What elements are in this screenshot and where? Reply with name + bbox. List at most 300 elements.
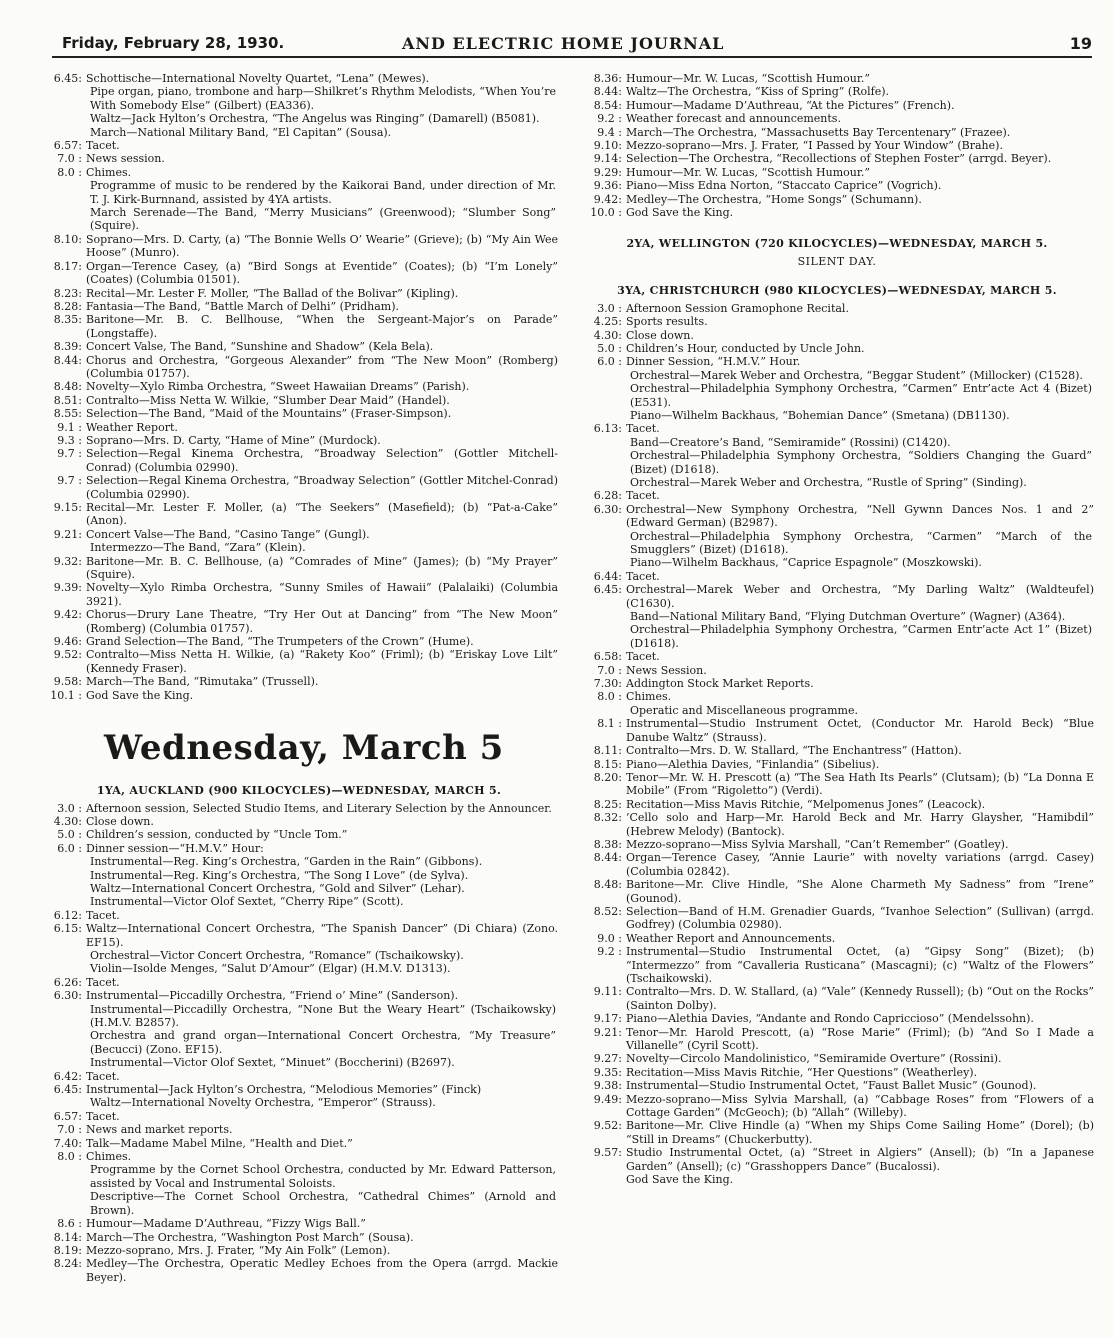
programme-time: 8.17:	[53, 259, 82, 273]
programme-item	[580, 758, 1094, 771]
programme-time: 8.0 :	[57, 165, 82, 179]
programme-text: Mezzo-soprano—Miss Sylvia Marshall, (a) “Cabbage Roses” from “Flowers of a Cottage Garden” (McGeoch); (b) “Allah” (Willeby).	[626, 1092, 1094, 1120]
programme-text: March—The Orchestra, “Washington Post March” (Sousa).	[86, 1230, 414, 1244]
programme-item	[40, 635, 558, 648]
programme-text: Tacet.	[626, 650, 660, 664]
programme-time: 8.51:	[53, 393, 82, 407]
programme-text: March—The Band, “Rimutaka” (Trussell).	[86, 675, 319, 689]
programme-sub-item: Waltz—Jack Hylton’s Orchestra, “The Angelus was Ringing” (Damarell) (B5081).	[90, 112, 540, 126]
programme-text: God Save the King.	[626, 1173, 734, 1187]
programme-1ya-continued	[580, 72, 1094, 219]
programme-sub-item: Orchestral—Philadelphia Symphony Orchestra, “Carmen Entr’acte Act 1” (Bizet) (D1618).	[630, 623, 1092, 650]
programme-item	[40, 976, 558, 989]
programme-time: 8.44:	[593, 851, 622, 865]
programme-time: 9.17:	[593, 1012, 622, 1026]
programme-item	[40, 340, 558, 353]
programme-text: God Save the King.	[626, 206, 734, 220]
programme-item	[40, 842, 558, 855]
programme-text: Afternoon session, Selected Studio Items, and Literary Selection by the Announcer.	[86, 801, 552, 815]
programme-text: Recitation—Miss Mavis Ritchie, “Her Questions” (Weatherley).	[626, 1065, 978, 1079]
programme-text: Close down.	[86, 814, 154, 828]
programme-time: 9.39:	[53, 581, 82, 595]
programme-time: 6.42:	[53, 1069, 82, 1083]
header-date: Friday, February 28, 1930.	[62, 34, 285, 52]
programme-text: Waltz—The Orchestra, “Kiss of Spring” (Rolfe).	[626, 85, 889, 99]
header-journal-title: AND ELECTRIC HOME JOURNAL	[402, 34, 725, 53]
programme-sub-item: Operatic and Miscellaneous programme.	[630, 703, 858, 717]
programme-time: 4.30:	[53, 814, 82, 828]
programme-text: Recital—Mr. Lester F. Moller, (a) “The Seekers” (Masefield); (b) “Pat-a-Cake” (Anon).	[86, 501, 558, 528]
programme-time: 3.0 :	[57, 801, 82, 815]
programme-time: 9.11:	[593, 985, 622, 999]
programme-item	[40, 1217, 558, 1230]
programme-text: Organ—Terence Casey, (a) “Bird Songs at Eventide” (Coates); (b) “I’m Lonely” (Coates) (Columbia 01501).	[86, 259, 558, 287]
programme-3ya	[580, 302, 1094, 1187]
programme-sub-item: Orchestra and grand organ—International Concert Orchestra, “My Treasure” (Becucci) (Zono. EF15).	[90, 1029, 556, 1056]
programme-text: Instrumental—Studio Instrumental Octet, (a) “Gipsy Song” (Bizet); (b) “Intermezzo” from “Cavalleria Rusticana” (Mascagni); (c) “Waltz of the Flowers” (Tschaikowski).	[626, 945, 1094, 985]
programme-item	[580, 152, 1094, 165]
programme-time: 9.32:	[53, 554, 82, 568]
programme-item	[580, 422, 1094, 435]
programme-time: 6.58:	[593, 650, 622, 664]
programme-time: 8.20:	[593, 770, 622, 784]
programme-text: Waltz—International Concert Orchestra, “The Spanish Dancer” (Di Chiara) (Zono. EF15).	[86, 922, 558, 949]
programme-time: 8.44:	[53, 353, 82, 367]
programme-time: 9.49:	[593, 1092, 622, 1106]
programme-item	[40, 260, 558, 287]
programme-time: 8.11:	[593, 744, 622, 758]
programme-time: 4.30:	[593, 328, 622, 342]
programme-item	[580, 1173, 1094, 1186]
programme-item	[580, 1052, 1094, 1065]
programme-text: News session.	[86, 152, 165, 166]
programme-text: Novelty—Circolo Mandolinistico, “Semiramide Overture” (Rossini).	[626, 1052, 1002, 1066]
programme-time: 8.36:	[593, 72, 622, 85]
programme-time: 9.57:	[593, 1146, 622, 1160]
programme-time: 9.2 :	[597, 945, 622, 959]
programme-item	[580, 139, 1094, 152]
programme-text: Fantasia—The Band, “Battle March of Delhi” (Pridham).	[86, 299, 400, 313]
silent-day-note: SILENT DAY.	[797, 254, 877, 268]
programme-text: News and market reports.	[86, 1123, 233, 1137]
programme-time: 9.15:	[53, 501, 82, 514]
programme-sub-item: Orchestral—Victor Concert Orchestra, “Romance” (Tschaikowsky).	[90, 948, 464, 962]
programme-text: Tacet.	[86, 975, 120, 989]
programme-sub-item: March Serenade—The Band, “Merry Musicians” (Greenwood); “Slumber Song” (Squire).	[90, 206, 556, 233]
programme-item	[40, 581, 558, 608]
programme-text: Mezzo-soprano—Mrs. J. Frater, “I Passed by Your Window” (Brahe).	[626, 139, 1003, 153]
programme-item	[40, 1150, 558, 1163]
programme-item	[40, 380, 558, 393]
programme-time: 8.28:	[53, 299, 82, 313]
programme-time: 8.32:	[593, 811, 622, 825]
programme-sub-item: Waltz—International Novelty Orchestra, “Emperor” (Strauss).	[90, 1096, 436, 1110]
programme-time: 6.44:	[593, 569, 622, 583]
programme-text: Children’s Hour, conducted by Uncle John.	[626, 341, 865, 355]
programme-time: 9.0 :	[597, 931, 622, 945]
programme-item	[580, 1146, 1094, 1173]
programme-sub-item: Violin—Isolde Menges, “Salut D’Amour” (Elgar) (H.M.V. D1313).	[90, 962, 451, 976]
programme-time: 8.44:	[593, 85, 622, 99]
programme-time: 8.48:	[53, 380, 82, 394]
programme-time: 9.21:	[53, 527, 82, 541]
programme-text: Chimes.	[86, 1150, 132, 1164]
programme-time	[580, 1173, 626, 1186]
programme-time: 9.7 :	[57, 474, 82, 488]
programme-text: Humour—Madame D’Authreau, “Fizzy Wigs Ball.”	[86, 1217, 366, 1231]
programme-time: 7.0 :	[597, 663, 622, 677]
programme-text: Orchestral—Marek Weber and Orchestra, “My Darling Waltz” (Waldteufel) (C1630).	[626, 583, 1094, 610]
programme-item	[580, 905, 1094, 932]
programme-sub-item: March—National Military Band, “El Capitan” (Sousa).	[90, 125, 392, 139]
programme-text: Weather Report.	[86, 420, 178, 434]
station-heading-1ya: 1YA, AUCKLAND (900 KILOCYCLES)—WEDNESDAY, MARCH 5.	[96, 784, 502, 798]
programme-sub-item: Instrumental—Victor Olof Sextet, “Cherry Ripe” (Scott).	[90, 895, 404, 909]
programme-text: Humour—Madame D’Authreau, “At the Pictures” (French).	[626, 98, 955, 112]
programme-item	[580, 744, 1094, 757]
programme-text: Instrumental—Studio Instrumental Octet, “Faust Ballet Music” (Gounod).	[626, 1079, 1037, 1093]
programme-item	[580, 179, 1094, 192]
programme-text: Medley—The Orchestra, “Home Songs” (Schumann).	[626, 192, 922, 206]
programme-time: 8.0 :	[597, 690, 622, 704]
programme-text: Mezzo-soprano—Miss Sylvia Marshall, “Can’t Remember” (Goatley).	[626, 837, 1009, 851]
programme-item	[40, 501, 558, 528]
programme-time: 8.52:	[593, 904, 622, 918]
programme-time: 6.30:	[593, 502, 622, 516]
programme-item	[40, 407, 558, 420]
programme-time: 8.54:	[593, 98, 622, 112]
programme-text: Baritone—Mr. Clive Hindle (a) “When my Ships Come Sailing Home” (Dorel); (b) “Still in Dreams” (Chuckerbutty).	[626, 1119, 1094, 1146]
programme-text: Tacet.	[626, 422, 660, 436]
left-column	[40, 72, 558, 1284]
programme-item	[580, 1093, 1094, 1120]
programme-sub-item: Instrumental—Piccadilly Orchestra, “None But the Weary Heart” (Tschaikowsky) (H.M.V. B2857).	[90, 1002, 556, 1029]
programme-time: 7.30:	[593, 677, 622, 691]
programme-item	[40, 152, 558, 165]
programme-time: 8.19:	[53, 1243, 82, 1257]
programme-text: Selection—The Orchestra, “Recollections of Stephen Foster” (arrgd. Beyer).	[626, 152, 1052, 166]
programme-item	[40, 1137, 558, 1150]
programme-sub-item: Piano—Wilhelm Backhaus, “Bohemian Dance” (Smetana) (DB1130).	[630, 408, 1010, 422]
programme-time: 8.0 :	[57, 1150, 82, 1164]
programme-text: Children’s session, conducted by “Uncle Tom.”	[86, 828, 348, 842]
programme-text: Studio Instrumental Octet, (a) “Street in Algiers” (Ansell); (b) “In a Japanese Garden” (Ansell); (c) “Grasshoppers Dance” (Bucalossi).	[626, 1146, 1094, 1173]
programme-item	[580, 945, 1094, 985]
programme-item	[40, 354, 558, 381]
programme-text: Tacet.	[626, 569, 660, 583]
programme-item	[40, 528, 558, 541]
programme-item	[40, 1083, 558, 1096]
programme-time: 9.14:	[593, 152, 622, 166]
programme-text: Tenor—Mr. Harold Prescott, (a) “Rose Marie” (Friml); (b) “And So I Made a Villanelle” (Cyril Scott).	[626, 1025, 1094, 1053]
programme-item	[580, 329, 1094, 342]
programme-time: 9.7 :	[57, 447, 82, 461]
programme-item	[40, 689, 558, 702]
programme-text: Contralto—Mrs. D. W. Stallard, (a) “Vale” (Kennedy Russell); (b) “Out on the Rocks” (Sainton Dolby).	[626, 985, 1094, 1012]
programme-text: Chimes.	[86, 165, 132, 179]
programme-item	[580, 503, 1094, 530]
programme-time: 5.0 :	[597, 341, 622, 355]
programme-sub-item: Orchestral—Philadelphia Symphony Orchestra, “Soldiers Changing the Guard” (Bizet) (D1618).	[630, 449, 1092, 476]
programme-time: 3.0 :	[597, 301, 622, 315]
programme-item	[40, 1244, 558, 1257]
programme-time: 6.45:	[593, 583, 622, 597]
programme-item	[40, 139, 558, 152]
programme-time: 9.2 :	[597, 112, 622, 126]
programme-time: 6.12:	[53, 908, 82, 922]
programme-text: God Save the King.	[86, 688, 194, 702]
programme-text: Novelty—Xylo Rimba Orchestra, “Sunny Smiles of Hawaii” (Palalaiki) (Columbia 3921).	[86, 581, 558, 608]
programme-sub-item: Waltz—International Concert Orchestra, “Gold and Silver” (Lehar).	[90, 881, 465, 895]
programme-item	[40, 313, 558, 340]
programme-item	[580, 489, 1094, 502]
programme-item	[580, 315, 1094, 328]
programme-item	[580, 583, 1094, 610]
programme-item	[580, 798, 1094, 811]
programme-time: 6.0 :	[57, 841, 82, 855]
programme-item	[40, 287, 558, 300]
programme-text: Soprano—Mrs. D. Carty, “Hame of Mine” (Murdock).	[86, 433, 381, 447]
programme-text: Grand Selection—The Band, “The Trumpeters of the Crown” (Hume).	[86, 635, 474, 649]
programme-item	[580, 851, 1094, 878]
programme-text: Piano—Alethia Davies, “Andante and Rondo Capriccioso” (Mendelssohn).	[626, 1012, 1034, 1026]
programme-item	[580, 985, 1094, 1012]
programme-item	[40, 909, 558, 922]
programme-item	[580, 932, 1094, 945]
programme-time: 9.1 :	[57, 420, 82, 434]
programme-item	[40, 989, 558, 1002]
programme-4ya-continued	[40, 72, 558, 702]
programme-text: Contralto—Mrs. D. W. Stallard, “The Enchantress” (Hatton).	[626, 744, 962, 758]
programme-time: 8.55:	[53, 407, 82, 421]
programme-item	[580, 878, 1094, 905]
programme-sub-item: Instrumental—Victor Olof Sextet, “Minuet” (Boccherini) (B2697).	[90, 1056, 455, 1070]
programme-time: 8.23:	[53, 286, 82, 300]
programme-time: 8.15:	[593, 757, 622, 771]
programme-item	[40, 1257, 558, 1284]
programme-text: Tacet.	[86, 908, 120, 922]
programme-sub-item: Instrumental—Reg. King’s Orchestra, “The Song I Love” (de Sylva).	[90, 868, 469, 882]
programme-time: 6.45:	[53, 1083, 82, 1097]
programme-item	[580, 650, 1094, 663]
programme-item	[580, 206, 1094, 219]
programme-item	[580, 112, 1094, 125]
programme-time: 9.35:	[593, 1065, 622, 1079]
programme-item	[40, 608, 558, 635]
programme-text: Afternoon Session Gramophone Recital.	[626, 301, 849, 315]
programme-item	[40, 815, 558, 828]
programme-time: 8.14:	[53, 1230, 82, 1244]
programme-text: Chorus and Orchestra, “Gorgeous Alexander” from “The New Moon” (Romberg) (Columbia 01757).	[86, 353, 558, 380]
programme-time: 8.35:	[53, 313, 82, 327]
programme-sub-item: Piano—Wilhelm Backhaus, “Caprice Espagnole” (Moszkowski).	[630, 556, 982, 570]
programme-sub-item: Orchestral—Philadelphia Symphony Orchestra, “Carmen” “March of the Smugglers” (Bizet) (D1618).	[630, 529, 1092, 556]
programme-item	[40, 922, 558, 949]
programme-text: Baritone—Mr. Clive Hindle, “She Alone Charmeth My Sadness” from “Irene” (Gounod).	[626, 878, 1094, 905]
programme-item	[40, 1070, 558, 1083]
programme-time: 8.38:	[593, 837, 622, 851]
programme-text: Piano—Miss Edna Norton, “Staccato Caprice” (Vogrich).	[626, 179, 942, 193]
programme-time: 7.0 :	[57, 152, 82, 166]
page-header	[52, 34, 1092, 58]
programme-time: 6.57:	[53, 139, 82, 153]
programme-text: Recital—Mr. Lester F. Moller, “The Ballad of the Bolivar” (Kipling).	[86, 286, 459, 300]
programme-time: 6.15:	[53, 922, 82, 936]
programme-time: 10.1 :	[50, 688, 82, 702]
programme-item	[580, 570, 1094, 583]
programme-time: 9.42:	[53, 608, 82, 622]
programme-text: Organ—Terence Casey, “Annie Laurie” with novelty variations (arrgd. Casey) (Columbia 02842).	[626, 851, 1094, 878]
programme-text: News Session.	[626, 663, 707, 677]
programme-item	[40, 233, 558, 260]
programme-text: Selection—Band of H.M. Grenadier Guards, “Ivanhoe Selection” (Sullivan) (arrgd. Godfrey) (Columbia 02980).	[626, 904, 1094, 932]
programme-item	[580, 1066, 1094, 1079]
programme-time: 8.6 :	[57, 1217, 82, 1231]
programme-text: Dinner Session, “H.M.V.” Hour.	[626, 355, 801, 369]
programme-time: 8.39:	[53, 340, 82, 354]
programme-text: Tacet.	[86, 139, 120, 153]
programme-time: 9.10:	[593, 139, 622, 153]
programme-text: Weather forecast and announcements.	[626, 112, 841, 126]
programme-time: 9.38:	[593, 1079, 622, 1093]
programme-text: Chorus—Drury Lane Theatre, “Try Her Out at Dancing” from “The New Moon” (Romberg) (Columbia 01757).	[86, 608, 558, 635]
programme-text: Mezzo-soprano, Mrs. J. Frater, “My Ain Folk” (Lemon).	[86, 1243, 391, 1257]
programme-item	[40, 434, 558, 447]
programme-item	[580, 1012, 1094, 1025]
programme-text: Novelty—Xylo Rimba Orchestra, “Sweet Hawaiian Dreams” (Parish).	[86, 380, 470, 394]
programme-item	[580, 72, 1094, 85]
programme-time: 10.0 :	[590, 206, 622, 220]
programme-text: Baritone—Mr. B. C. Bellhouse, “When the Sergeant-Major’s on Parade” (Longstaffe).	[86, 313, 558, 340]
programme-time: 6.30:	[53, 989, 82, 1003]
programme-text: Baritone—Mr. B. C. Bellhouse, (a) “Comrades of Mine” (James); (b) “My Prayer” (Squire).	[86, 554, 558, 582]
programme-item	[40, 447, 558, 474]
programme-sub-item: Programme of music to be rendered by the Kaikorai Band, under direction of Mr. T. J. Kirk-Burnnand, assisted by 4YA artists.	[90, 179, 556, 206]
programme-sub-item: Intermezzo—The Band, “Zara” (Klein).	[90, 541, 306, 555]
programme-text: Chimes.	[626, 690, 672, 704]
header-page-number: 19	[1069, 34, 1092, 53]
programme-item	[40, 394, 558, 407]
programme-item	[40, 1110, 558, 1123]
programme-item	[40, 421, 558, 434]
programme-text: Piano—Alethia Davies, “Finlandia” (Sibelius).	[626, 757, 880, 771]
programme-item	[580, 193, 1094, 206]
programme-time: 8.1 :	[597, 717, 622, 731]
programme-item	[580, 717, 1094, 744]
programme-sub-item: Orchestral—Philadelphia Symphony Orchestra, “Carmen” Entr’acte Act 4 (Bizet) (E531).	[630, 382, 1092, 409]
programme-time: 7.40:	[53, 1136, 82, 1150]
programme-time: 9.29:	[593, 165, 622, 179]
programme-text: Tacet.	[86, 1109, 120, 1123]
programme-sub-item: Band—Creatore’s Band, “Semiramide” (Rossini) (C1420).	[630, 435, 951, 449]
programme-text: Concert Valse, The Band, “Sunshine and Shadow” (Kela Bela).	[86, 340, 434, 354]
programme-text: Tacet.	[626, 489, 660, 503]
programme-sub-item: Programme by the Cornet School Orchestra, conducted by Mr. Edward Patterson, assisted by Vocal and Instrumental Soloists.	[90, 1163, 556, 1190]
programme-item	[580, 342, 1094, 355]
programme-text: Instrumental—Studio Instrument Octet, (Conductor Mr. Harold Beck) “Blue Danube Waltz” (Strauss).	[626, 717, 1094, 744]
programme-time: 6.0 :	[597, 355, 622, 369]
programme-text: ’Cello solo and Harp—Mr. Harold Beck and Mr. Harry Glaysher, “Hamibdil” (Hebrew Melody) (Bantock).	[626, 811, 1094, 838]
programme-item	[40, 828, 558, 841]
programme-time: 9.58:	[53, 675, 82, 689]
programme-text: Contralto—Miss Netta W. Wilkie, “Slumber Dear Maid” (Handel).	[86, 393, 450, 407]
programme-time: 9.4 :	[597, 125, 622, 139]
programme-time: 8.10:	[53, 232, 82, 246]
programme-sub-item: Orchestral—Marek Weber and Orchestra, “Rustle of Spring” (Sinding).	[630, 475, 1027, 489]
programme-item	[580, 1079, 1094, 1092]
programme-text: Orchestral—New Symphony Orchestra, “Nell Gywnn Dances Nos. 1 and 2” (Edward German) (B2987).	[626, 502, 1094, 530]
programme-item	[40, 1123, 558, 1136]
programme-item	[40, 802, 558, 815]
programme-item	[40, 166, 558, 179]
day-heading: Wednesday, March 5	[104, 728, 504, 769]
programme-text: Contralto—Miss Netta H. Wilkie, (a) “Rakety Koo” (Friml); (b) “Eriskay Love Lilt” (Kennedy Fraser).	[86, 648, 558, 675]
programme-time: 7.0 :	[57, 1123, 82, 1137]
programme-item	[40, 675, 558, 688]
programme-item	[580, 355, 1094, 368]
right-column	[580, 72, 1094, 1187]
programme-item	[580, 1026, 1094, 1053]
programme-sub-item: Band—National Military Band, “Flying Dutchman Overture” (Wagner) (A364).	[630, 610, 1066, 624]
programme-text: Humour—Mr. W. Lucas, “Scottish Humour.”	[626, 72, 871, 85]
programme-time: 6.28:	[593, 489, 622, 503]
programme-text: Weather Report and Announcements.	[626, 931, 836, 945]
programme-text: Addington Stock Market Reports.	[626, 677, 814, 691]
programme-text: Medley—The Orchestra, Operatic Medley Echoes from the Opera (arrgd. Mackie Beyer).	[86, 1257, 558, 1284]
programme-time: 9.3 :	[57, 433, 82, 447]
programme-item	[580, 1119, 1094, 1146]
programme-time: 4.25:	[593, 315, 622, 329]
programme-item	[40, 555, 558, 582]
programme-time: 9.36:	[593, 179, 622, 193]
programme-time: 8.48:	[593, 878, 622, 892]
programme-text: Tacet.	[86, 1069, 120, 1083]
programme-item	[40, 72, 558, 85]
programme-time: 9.46:	[53, 635, 82, 649]
programme-time: 9.21:	[593, 1025, 622, 1039]
programme-item	[580, 771, 1094, 798]
programme-1ya	[40, 802, 558, 1285]
programme-text: Tenor—Mr. W. H. Prescott (a) “The Sea Hath Its Pearls” (Clutsam); (b) “La Donna E Mobile” (From “Rigoletto”) (Verdi).	[626, 770, 1094, 798]
programme-item	[40, 648, 558, 675]
programme-item	[580, 85, 1094, 98]
programme-text: March—The Orchestra, “Massachusetts Bay Tercentenary” (Frazee).	[626, 125, 1011, 139]
programme-item	[580, 690, 1094, 703]
programme-text: Recitation—Miss Mavis Ritchie, “Melpomenus Jones” (Leacock).	[626, 797, 986, 811]
programme-text: Schottische—International Novelty Quartet, “Lena” (Mewes).	[86, 72, 430, 85]
programme-text: Selection—Regal Kinema Orchestra, “Broadway Selection” (Gottler Mitchel-Conrad) (Columbia 02990).	[86, 474, 558, 501]
programme-item	[580, 664, 1094, 677]
programme-item	[40, 300, 558, 313]
programme-text: Concert Valse—The Band, “Casino Tange” (Gungl).	[86, 527, 370, 541]
programme-text: Selection—The Band, “Maid of the Mountains” (Fraser-Simpson).	[86, 407, 452, 421]
programme-sub-item: Instrumental—Reg. King’s Orchestra, “Garden in the Rain” (Gibbons).	[90, 855, 483, 869]
programme-sub-item: Orchestral—Marek Weber and Orchestra, “Beggar Student” (Millocker) (C1528).	[630, 368, 1083, 382]
programme-item	[580, 126, 1094, 139]
programme-time: 6.57:	[53, 1109, 82, 1123]
programme-time: 8.25:	[593, 797, 622, 811]
programme-time: 9.52:	[53, 648, 82, 662]
programme-item	[580, 838, 1094, 851]
programme-item	[580, 302, 1094, 315]
programme-text: Dinner session—“H.M.V.” Hour:	[86, 841, 264, 855]
programme-sub-item: Descriptive—The Cornet School Orchestra, “Cathedral Chimes” (Arnold and Brown).	[90, 1190, 556, 1217]
programme-text: Selection—Regal Kinema Orchestra, “Broadway Selection” (Gottler Mitchell-Conrad) (Columbia 02990).	[86, 447, 558, 474]
programme-sub-item: Pipe organ, piano, trombone and harp—Shilkret’s Rhythm Melodists, “When You’re With Somebody Else” (Gilbert) (EA336).	[90, 85, 556, 112]
programme-text: Instrumental—Piccadilly Orchestra, “Friend o’ Mine” (Sanderson).	[86, 989, 459, 1003]
station-heading-3ya: 3YA, CHRISTCHURCH (980 KILOCYCLES)—WEDNESDAY, MARCH 5.	[617, 284, 1057, 298]
programme-time: 5.0 :	[57, 828, 82, 842]
